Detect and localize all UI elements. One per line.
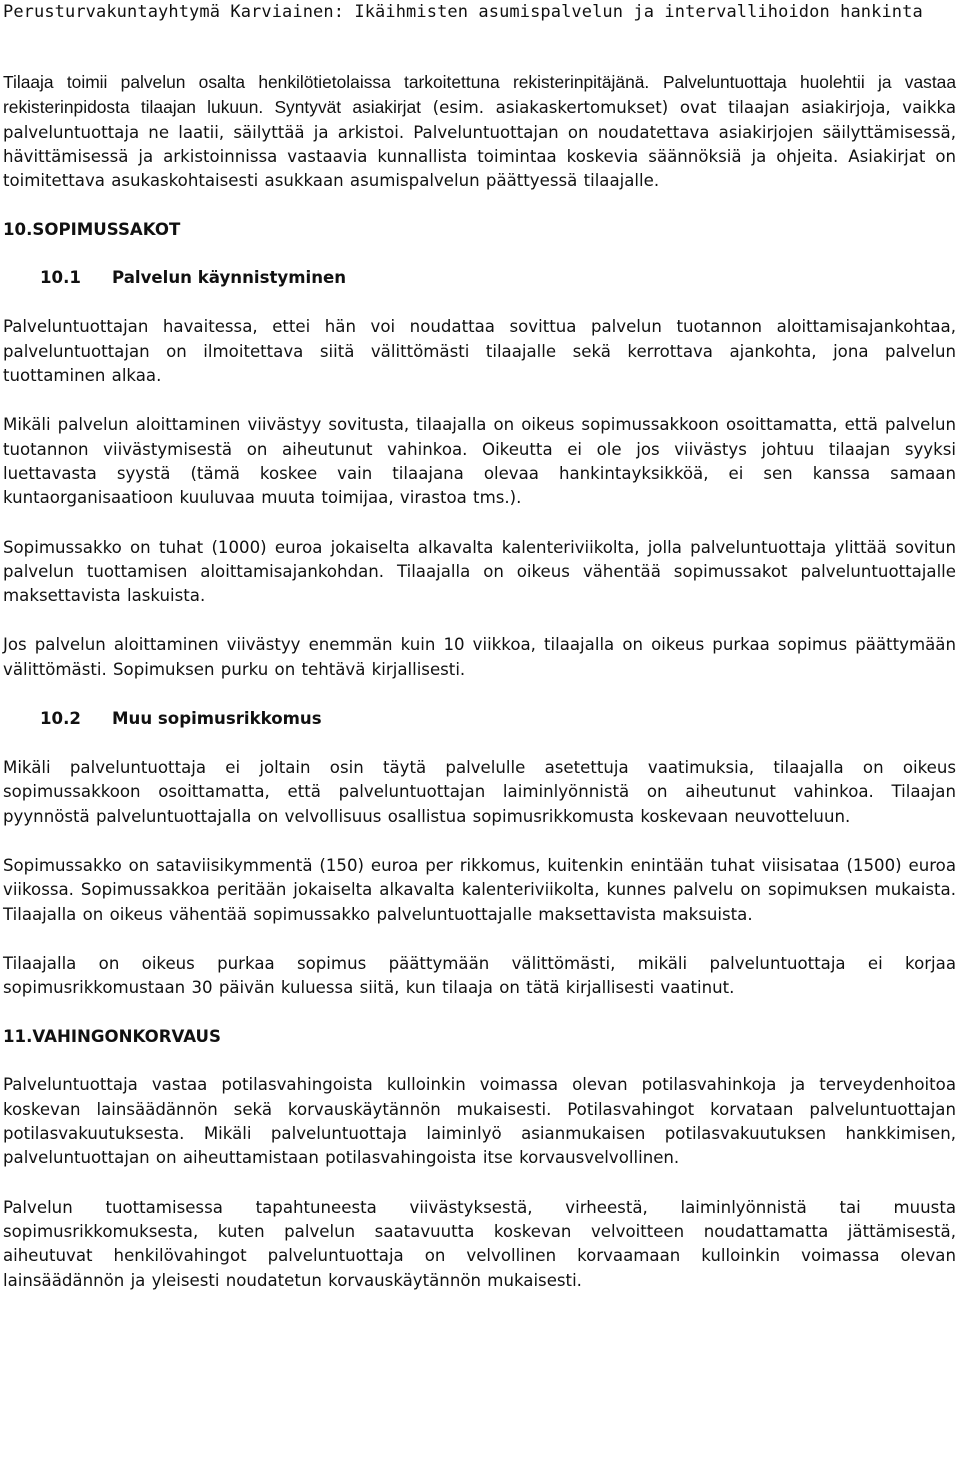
intro-sentence-3: (esim. asiakaskertomukset) ovat tilaajan asiakirjoja, vaikka palveluntuottaja ne laatii, säilyttää ja arkistoi. xyxy=(3,98,956,142)
section-10-1-paragraph-3: Sopimussakko on tuhat (1000) euroa jokaiselta alkavalta kalenteriviikolta, jolla palveluntuottaja ylittää sovitun palvelun tuottamisen aloittamisajankohdan. Tilaajalla on oikeus vähentää sopimussakot palveluntuottajalle maksettavista laskuista. xyxy=(3,537,956,606)
chapter-11-paragraph-2: Palvelun tuottamisessa tapahtuneesta viivästyksestä, virheestä, laiminlyönnistä tai muusta sopimusrikkomuksesta, kuten palvelun saatavuutta koskevan velvoitteen noudattamatta jättämisestä, aiheutuvat henkilövahingot palveluntuottaja on velvollinen korvaamaan kulloinkin voimassa olevan lainsäädännön ja yleisesti noudatetun korvauskäytännön mukaisesti. xyxy=(3,1197,956,1290)
section-10-1-paragraph-4: Jos palvelun aloittaminen viivästyy enemmän kuin 10 viikkoa, tilaajalla on oikeus purkaa sopimus päättymään välittömästi. Sopimuksen purku on tehtävä kirjallisesti. xyxy=(3,635,956,679)
running-header: Perusturvakuntayhtymä Karviainen: Ikäihmisten asumispalvelun ja intervallihoidon hankinta xyxy=(3,2,923,22)
chapter-11-paragraph-1: Palveluntuottaja vastaa potilasvahingoista kulloinkin voimassa olevan potilasvahinkoja ja terveydenhoitoa koskevan lainsäädännön sekä korvauskäytännön mukaisesti. Potilasvahingot korvataan palveluntuottajan potilasvakuutuksesta. Mikäli palveluntuottaja laiminlyö asianmukaisen potilasvakuutuksen hankkimisen, palveluntuottajan on aiheuttamistaan potilasvahingoista itse korvausvelvollinen. xyxy=(3,1075,956,1168)
section-10-1-paragraph-2: Mikäli palvelun aloittaminen viivästyy sovitusta, tilaajalla on oikeus sopimussakkoon osoittamatta, että palvelun tuotannon viivästymisestä on aiheutunut vahinkoa. Oikeutta ei ole jos viivästys johtuu tilaajan syyksi luettavasta syystä (tämä koskee vain tilaajana olevaa hankintayksikköä, ei sen kanssa samaan kuntaorganisaatioon kuuluvaa muuta toimijaa, virastoa tms.). xyxy=(3,415,956,508)
intro-sentence-5: Asiakirjat on toimitettava asukaskohtaisesti asukkaan asumispalvelun päättyessä tilaajalle. xyxy=(3,146,957,191)
chapter-11-heading: 11.VAHINGONKORVAUS xyxy=(3,1027,221,1047)
section-title: Muu sopimusrikkomus xyxy=(112,709,322,729)
intro-paragraph xyxy=(3,70,956,193)
section-10-2-paragraph-2: Sopimussakko on sataviisikymmentä (150) euroa per rikkomus, kuitenkin enintään tuhat viisisataa (1500) euroa viikossa. Sopimussakkoa peritään jokaiselta alkavalta kalenteriviikolta, kunnes palvelu on sopimuksen mukaista. Tilaajalla on oikeus vähentää sopimussakko palveluntuottajalle maksettavista maksuista. xyxy=(3,855,956,924)
section-10-2-paragraph-3: Tilaajalla on oikeus purkaa sopimus päättymään välittömästi, mikäli palveluntuottaja ei korjaa sopimusrikkomustaan 30 päivän kuluessa siitä, kun tilaaja on tätä kirjallisesti vaatinut. xyxy=(3,953,956,998)
section-number: 10.1 xyxy=(40,268,81,288)
section-10-2-heading xyxy=(40,707,956,731)
chapter-10-heading: 10.SOPIMUSSAKOT xyxy=(3,220,181,240)
section-10-1-heading xyxy=(40,266,956,290)
intro-sentence-1: Tilaaja toimii palvelun osalta henkilötietolaissa tarkoitettuna rekisterinpitäjänä. xyxy=(3,72,650,92)
intro-sentence-4: Palveluntuottajan on noudatettava asiakirjojen säilyttämisessä, hävittämisessä ja arkistoinnissa vastaavia kunnallista toimintaa koskevia säännöksiä ja ohjeita. xyxy=(3,122,956,166)
section-number: 10.2 xyxy=(40,709,81,729)
section-title: Palvelun käynnistyminen xyxy=(112,268,347,288)
section-10-1-paragraph-1: Palveluntuottajan havaitessa, ettei hän voi noudattaa sovittua palvelun tuotannon aloittamisajankohtaa, palveluntuottajan on ilmoitettava siitä välittömästi tilaajalle sekä kerrottava ajankohta, jona palvelun tuottaminen alkaa. xyxy=(3,317,956,386)
intro-sentence-2: Palveluntuottaja huolehtii ja vastaa rekisterinpidosta tilaajan lukuun. Syntyvät asiakirjat xyxy=(3,72,956,118)
document-body xyxy=(3,70,956,1293)
section-10-2-paragraph-1: Mikäli palveluntuottaja ei joltain osin täytä palvelulle asetettuja vaatimuksia, tilaajalla on oikeus sopimussakkoon osoittamatta, että palveluntuottajan laiminlyönnistä on aiheutunut vahinkoa. Tilaajan pyynnöstä palveluntuottajalla on velvollisuus osallistua sopimusrikkomusta koskevaan neuvotteluun. xyxy=(3,758,956,826)
